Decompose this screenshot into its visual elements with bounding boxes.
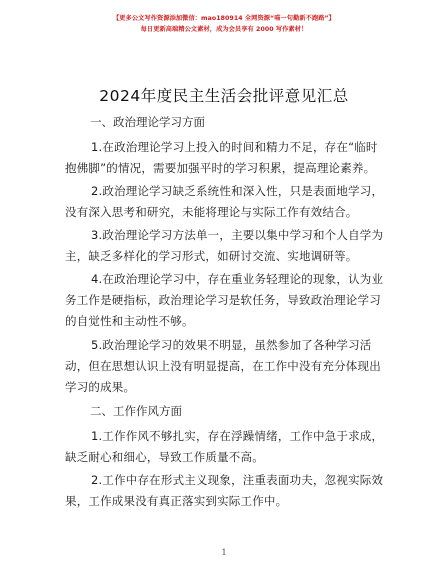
paragraph-item-4 (65, 269, 385, 332)
paragraph-line: 2.政治理论学习缺乏系统性和深入性，只是表面地学习， (91, 184, 384, 198)
section-heading-politics: 一、政治理论学习方面 (90, 115, 205, 129)
paragraph-line: 4.在政治理论学习中，存在重业务轻理论的现象，认为业 (91, 272, 384, 286)
promo-banner-line1: 【更多公文写作资源添加微信：mao180914 全网资源“喵一句勤新不跑路”】 (113, 15, 335, 22)
paragraph-item-5 (65, 335, 385, 398)
section-heading-work-style: 二、工作作风方面 (90, 404, 182, 418)
paragraph-line: 没有深入思考和研究，未能将理论与实际工作有效结合。 (65, 205, 358, 219)
paragraph-line: 动，但在思想认识上没有明显提高，在工作中没有充分体现出 (65, 359, 381, 373)
paragraph-line: 1.工作作风不够扎实，存在浮躁情绪，工作中急于求成， (91, 429, 384, 443)
paragraph-item-6 (65, 426, 385, 468)
paragraph-item-7 (65, 470, 385, 512)
paragraph-line: 学习的成果。 (65, 380, 136, 394)
paragraph-item-3 (65, 225, 385, 267)
promo-banner-line2: 每日更新高端精公文素材，成为会员享有 2000 写作素材！ (140, 26, 308, 33)
paragraph-line: 缺乏耐心和细心，导致工作质量不高。 (65, 450, 264, 464)
paragraph-item-1 (65, 137, 385, 179)
paragraph-line: 主，缺乏多样化的学习形式，如研讨交流、实地调研等。 (65, 249, 358, 263)
document-title: 2024年度民主生活会批评意见汇总 (99, 87, 349, 105)
paragraph-line: 抱佛脚”的情况，需要加强平时的学习积累，提高理论素养。 (65, 161, 376, 175)
paragraph-line: 5.政治理论学习的效果不明显，虽然参加了各种学习活 (91, 338, 372, 352)
paragraph-line: 2.工作中存在形式主义现象，注重表面功夫，忽视实际效 (91, 473, 384, 487)
page-number: 1 (221, 548, 227, 557)
paragraph-line: 1.在政治理论学习上投入的时间和精力不足，存在“临时 (91, 140, 378, 154)
paragraph-line: 务工作是硬指标，政治理论学习是软任务，导致政治理论学习 (65, 293, 381, 307)
paragraph-item-2 (65, 181, 385, 223)
paragraph-line: 3.政治理论学习方法单一，主要以集中学习和个人自学为 (91, 228, 384, 242)
paragraph-line: 的自觉性和主动性不够。 (65, 314, 194, 328)
paragraph-line: 果，工作成果没有真正落实到实际工作中。 (65, 494, 288, 508)
